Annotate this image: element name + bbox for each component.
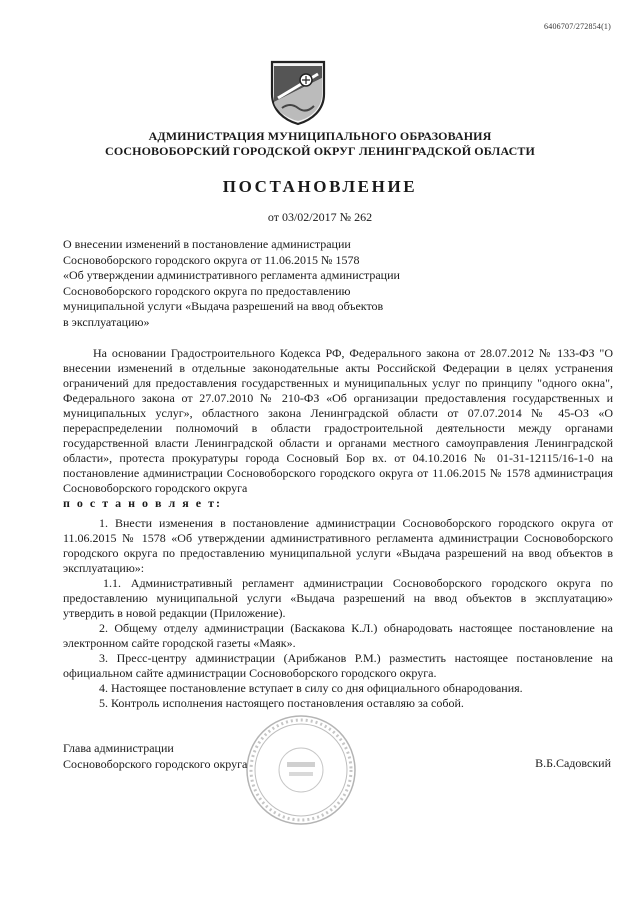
document-subject	[63, 237, 443, 331]
document-date-number: от 03/02/2017 № 262	[267, 210, 373, 224]
resolves-word: п о с т а н о в л я е т:	[63, 496, 222, 510]
subject-line: в эксплуатацию»	[63, 314, 150, 329]
resolution-items	[63, 516, 613, 711]
preamble-text: На основании Градостроительного Кодекса РФ, Федерального закона от 28.07.2012 № 133-ФЗ "О внесении изменений в отдельные законодательные акты Российской Федерации в целях устранения ограничений для предоставления государственных и муниципальных услуг по принципу "одного окна", Федерального закона от 27.07.2010 № 210-ФЗ «Об организации предоставления государственных и муниципальных услуг», областного закона Ленинградской области от 07.07.2014 № 45-ОЗ «О перераспределении полномочий в области градостроительной деятельности между органами государственной власти Ленинградской области и органами местного самоуправления Ленинградской области», протеста прокуратуры города Сосновый Бор вх. от 04.10.2016 № 01-31-12115/16-1-0 на постановление администрации Сосновоборского городского округа от 11.06.2015 № 1578 администрация Сосновоборского городского округа	[63, 346, 613, 495]
signature-position	[63, 740, 247, 772]
item-3: 3. Пресс-центру администрации (Арибжанов Р.М.) разместить настоящее постановление на официальном сайте администрации Сосновоборского городского округа.	[63, 651, 613, 680]
subject-line: муниципальной услуги «Выдача разрешений на ввод объектов	[63, 299, 384, 314]
item-4: 4. Настоящее постановление вступает в силу со дня официального обнародования.	[99, 681, 523, 695]
subject-line: «Об утверждении административного регламента администрации	[63, 268, 400, 283]
signature-position-line-1: Глава администрации	[63, 741, 174, 755]
signatory-name: В.Б.Садовский	[535, 756, 611, 770]
item-1-1: 1.1. Административный регламент администрации Сосновоборского городского округа по предоставлению муниципальной услуги «Выдача разрешений на ввод объектов в эксплуатацию» утвердить в новой редакции (Приложение).	[63, 576, 613, 620]
preamble-paragraph	[63, 346, 613, 511]
item-1: 1. Внести изменения в постановление администрации Сосновоборского городского округа от 11.06.2015 № 1578 «Об утверждении административного регламента администрации Сосновоборского городского округа по предоставлению муниципальной услуги «Выдача разрешений на ввод объектов в эксплуатацию»:	[63, 516, 613, 575]
signature-position-line-2: Сосновоборского городского округа	[63, 757, 248, 771]
round-seal-stamp	[243, 712, 359, 828]
organization-header	[0, 129, 640, 159]
coat-of-arms-icon	[268, 58, 328, 126]
item-2: 2. Общему отделу администрации (Баскакова К.Л.) обнародовать настоящее постановление на электронном сайте городской газеты «Маяк».	[63, 621, 613, 650]
item-5: 5. Контроль исполнения настоящего постановления оставляю за собой.	[99, 696, 464, 710]
org-line-2: СОСНОВОБОРСКИЙ ГОРОДСКОЙ ОКРУГ ЛЕНИНГРАДСКОЙ ОБЛАСТИ	[105, 144, 535, 158]
subject-line: Сосновоборского городского округа по предоставлению	[63, 283, 351, 298]
document-title: ПОСТАНОВЛЕНИЕ	[222, 177, 418, 196]
org-line-1: АДМИНИСТРАЦИЯ МУНИЦИПАЛЬНОГО ОБРАЗОВАНИЯ	[148, 129, 492, 143]
document-number: 6406707/272854(1)	[544, 22, 611, 31]
subject-line: О внесении изменений в постановление администрации	[63, 237, 351, 251]
subject-line: Сосновоборского городского округа от 11.06.2015 № 1578	[63, 252, 360, 267]
